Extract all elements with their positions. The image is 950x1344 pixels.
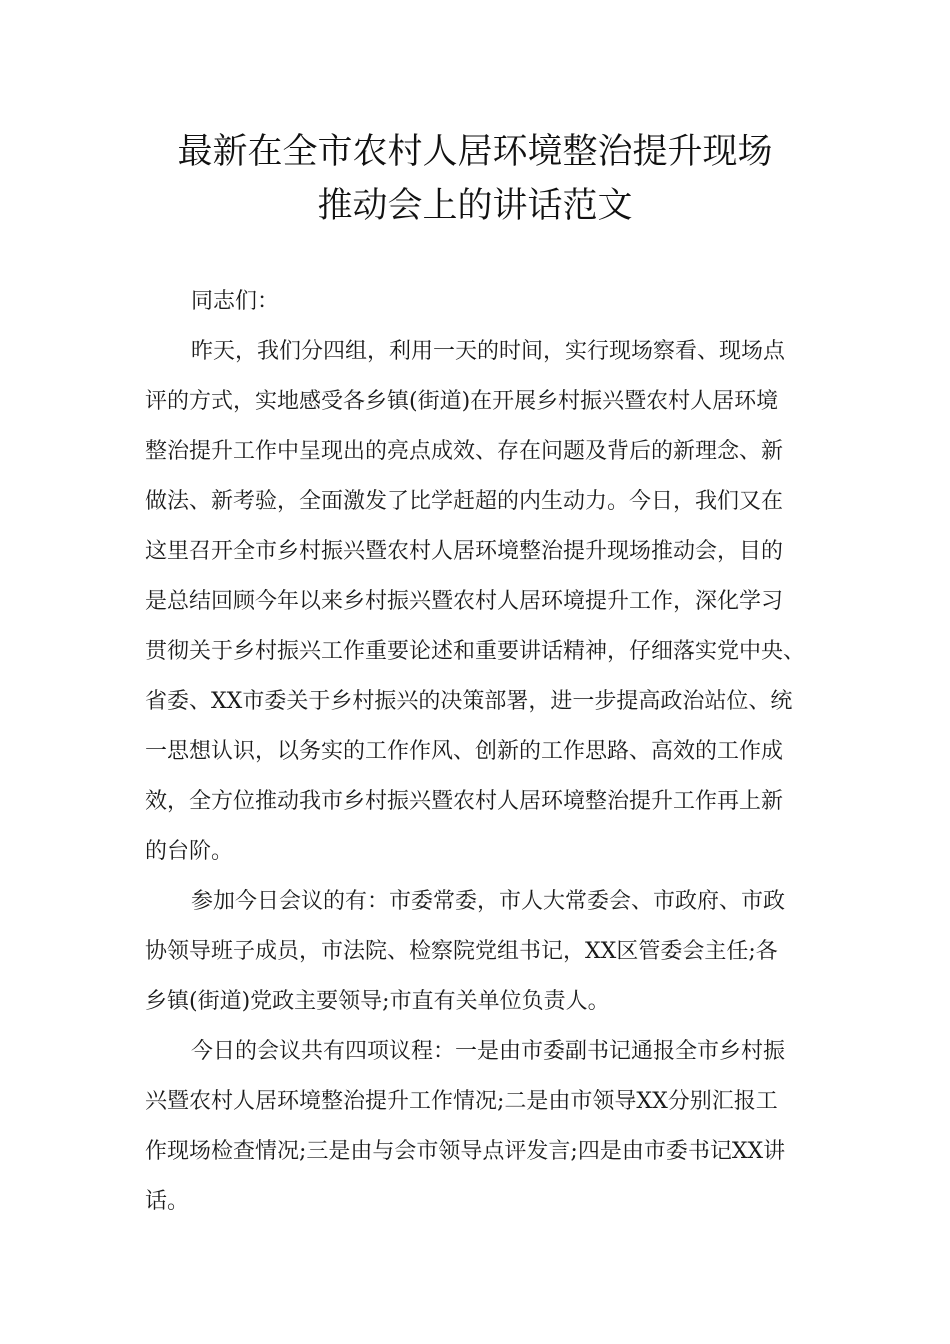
document-title-line-1: 最新在全市农村人居环境整治提升现场 <box>177 132 773 172</box>
paragraph-line: 昨天，我们分四组，利用一天的时间，实行现场察看、现场点 <box>191 339 786 364</box>
paragraph-line: 的台阶。 <box>145 839 234 864</box>
paragraph-line: 作现场检查情况;三是由与会市领导点评发言;四是由市委书记XX讲 <box>145 1139 786 1164</box>
paragraph-line: 今日的会议共有四项议程：一是由市委副书记通报全市乡村振 <box>191 1039 786 1064</box>
paragraph-line: 兴暨农村人居环境整治提升工作情况;二是由市领导XX分别汇报工 <box>145 1089 778 1114</box>
paragraph-line: 评的方式，实地感受各乡镇(街道)在开展乡村振兴暨农村人居环境 <box>145 389 779 414</box>
paragraph-line: 这里召开全市乡村振兴暨农村人居环境整治提升现场推动会，目的 <box>145 539 784 564</box>
paragraph-line: 一思想认识，以务实的工作作风、创新的工作思路、高效的工作成 <box>145 739 784 764</box>
paragraph-line: 贯彻关于乡村振兴工作重要论述和重要讲话精神，仔细落实党中央、 <box>145 639 806 664</box>
paragraph-line: 乡镇(街道)党政主要领导;市直有关单位负责人。 <box>145 989 610 1014</box>
paragraph-line: 效，全方位推动我市乡村振兴暨农村人居环境整治提升工作再上新 <box>145 789 784 814</box>
paragraph-line: 协领导班子成员，市法院、检察院党组书记，XX区管委会主任;各 <box>145 939 778 964</box>
paragraph-line: 是总结回顾今年以来乡村振兴暨农村人居环境提升工作，深化学习 <box>145 589 784 614</box>
paragraph-line: 做法、新考验，全面激发了比学赶超的内生动力。今日，我们又在 <box>145 489 784 514</box>
paragraph-line: 参加今日会议的有：市委常委，市人大常委会、市政府、市政 <box>191 889 786 914</box>
salutation: 同志们： <box>191 289 280 314</box>
document-title-line-2: 推动会上的讲话范文 <box>317 186 633 226</box>
paragraph-line: 话。 <box>145 1189 190 1214</box>
paragraph-line: 省委、XX市委关于乡村振兴的决策部署，进一步提高政治站位、统 <box>145 689 793 714</box>
paragraph-line: 整治提升工作中呈现出的亮点成效、存在问题及背后的新理念、新 <box>145 439 784 464</box>
